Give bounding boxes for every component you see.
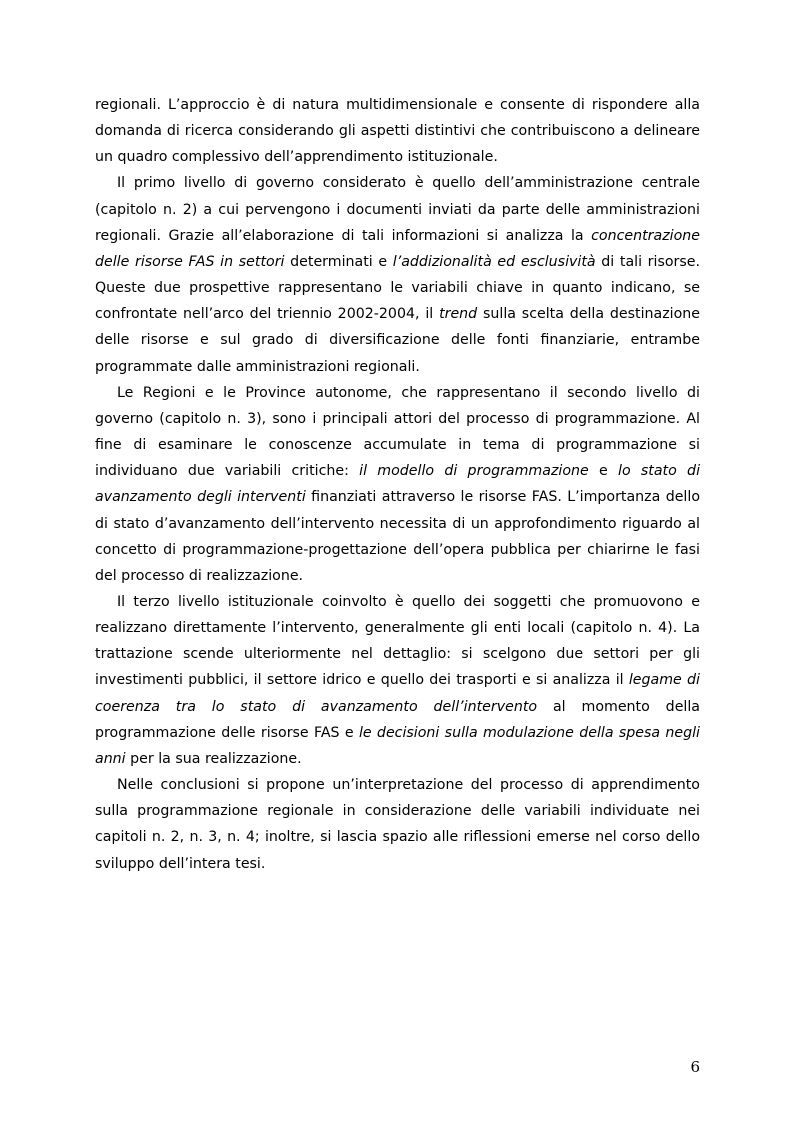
text-run: determinati e — [284, 253, 393, 270]
text-run: per la sua realizzazione. — [125, 750, 302, 767]
paragraph-central-administration — [95, 170, 700, 379]
text-run: finanziati attraverso le risorse FAS. L’importanza dello di stato d’avanzamento dell’intervento necessita di un approfondimento riguardo al concetto di programmazione-progettazione dell’opera pubblica per chiarirne le fasi del processo di realizzazione. — [95, 489, 700, 584]
text-run: Nelle conclusioni si propone un’interpretazione del processo di apprendimento sulla programmazione regionale in considerazione delle variabili individuate nei capitoli n. 2, n. 3, n. 4; inoltre, si lascia spazio alle riflessioni emerse nel corso dello sviluppo dell’intera tesi. — [95, 777, 700, 872]
italic-phrase: trend — [439, 306, 478, 323]
italic-phrase: legame di coerenza tra lo stato di avanzamento dell’intervento — [95, 672, 700, 715]
text-run: e — [588, 463, 619, 480]
text-run: Il terzo livello istituzionale coinvolto è quello dei soggetti che promuovono e realizzano direttamente l’intervento, generalmente gli enti locali (capitolo n. 4). La trattazione scende ulteriormente nel dettaglio: si scelgono due settori per gli investimenti pubblici, il settore idrico e quello dei trasporti e si analizza il — [95, 593, 700, 689]
document-body — [95, 92, 700, 877]
text-run: Le Regioni e le Province autonome, che rappresentano il secondo livello di governo (capitolo n. 3), sono i principali attori del processo di programmazione. Al fine di esaminare le conoscenze accumulate in tema di programmazione si individuano due variabili critiche: — [95, 384, 700, 480]
italic-phrase: il modello di programmazione — [359, 463, 589, 480]
text-run: regionali. L’approccio è di natura multidimensionale e consente di rispondere alla domanda di ricerca considerando gli aspetti distintivi che contribuiscono a delineare un quadro complessivo dell’apprendimento istituzionale. — [95, 97, 700, 166]
italic-phrase: concentrazione delle risorse FAS in settori — [95, 227, 700, 270]
paragraph-regions-provinces — [95, 380, 700, 589]
italic-phrase: lo stato di avanzamento degli interventi — [95, 463, 701, 506]
paragraph-conclusions — [95, 772, 700, 877]
paragraph-local-entities — [95, 589, 700, 772]
text-run: Il primo livello di governo considerato è quello dell’amministrazione centrale (capitolo n. 2) a cui pervengono i documenti inviati da parte delle amministrazioni regionali. Grazie all’elaborazione di tali informazioni si analizza la — [95, 175, 700, 244]
italic-phrase: le decisioni sulla modulazione della spesa negli anni — [95, 724, 700, 767]
text-run: al momento della programmazione delle risorse FAS e — [95, 698, 700, 741]
paragraph-intro-continuation — [95, 92, 700, 170]
italic-phrase: l’addizionalità ed esclusività — [392, 253, 596, 270]
text-run: di tali risorse. Queste due prospettive rappresentano le variabili chiave in quanto indicano, se confrontate nell’arco del triennio 2002-2004, il — [95, 253, 700, 323]
page-number: 6 — [690, 1058, 700, 1076]
text-run: sulla scelta della destinazione delle risorse e sul grado di diversificazione delle fonti finanziarie, entrambe programmate dalle amministrazioni regionali. — [95, 306, 700, 375]
